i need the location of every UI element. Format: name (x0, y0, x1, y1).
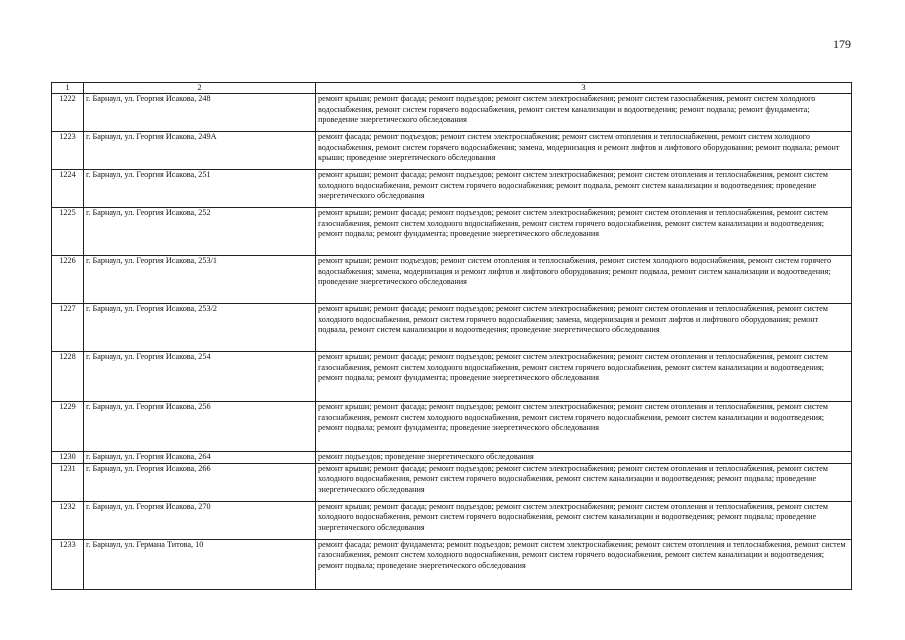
row-address: г. Барнаул, ул. Георгия Исакова, 248 (84, 94, 316, 132)
table-row (52, 402, 852, 452)
table-row (52, 94, 852, 132)
row-works: ремонт фасада; ремонт фундамента; ремонт подъездов; ремонт систем электроснабжения; ремонт систем отопления и теплоснабжения, ремонт систем газоснабжения, ремонт систем холодного водоснабжения, ремонт систем горячего водоснабжения, ремонт систем канализации и водоотведения; ремонт подвала; проведение энергетического обследования (316, 539, 852, 589)
table-header-row (52, 83, 852, 94)
row-number: 1233 (52, 539, 84, 589)
table-row (52, 539, 852, 589)
row-works: ремонт крыши; ремонт фасада; ремонт подъездов; ремонт систем электроснабжения; ремонт систем газоснабжения, ремонт систем холодного водоснабжения, ремонт систем горячего водоснабжения, ремонт систем канализации и водоотведения; ремонт подвала; ремонт фундамента; проведение энергетического обследования (316, 94, 852, 132)
table-row (52, 463, 852, 501)
row-address: г. Барнаул, ул. Георгия Исакова, 253/1 (84, 256, 316, 304)
row-address: г. Барнаул, ул. Германа Титова, 10 (84, 539, 316, 589)
table-row (52, 132, 852, 170)
row-number: 1226 (52, 256, 84, 304)
row-number: 1225 (52, 208, 84, 256)
column-header-number: 1 (52, 83, 84, 94)
table-row (52, 452, 852, 464)
row-works: ремонт крыши; ремонт фасада; ремонт подъездов; ремонт систем электроснабжения; ремонт систем отопления и теплоснабжения, ремонт систем газоснабжения, ремонт систем холодного водоснабжения, ремонт систем горячего водоснабжения, ремонт систем канализации и водоотведения; ремонт подвала; ремонт фундамента; проведение энергетического обследования (316, 402, 852, 452)
table-row (52, 501, 852, 539)
table-row (52, 256, 852, 304)
row-address: г. Барнаул, ул. Георгия Исакова, 252 (84, 208, 316, 256)
table-row (52, 304, 852, 352)
column-header-works: 3 (316, 83, 852, 94)
row-works: ремонт крыши; ремонт подъездов; ремонт систем отопления и теплоснабжения, ремонт систем холодного водоснабжения, ремонт систем горячего водоснабжения; замена, модернизация и ремонт лифтов и лифтового оборудования; ремонт подвала, ремонт систем канализации и водоотведения; проведение энергетического обследования (316, 256, 852, 304)
row-works: ремонт подъездов; проведение энергетического обследования (316, 452, 852, 464)
row-address: г. Барнаул, ул. Георгия Исакова, 251 (84, 170, 316, 208)
row-number: 1232 (52, 501, 84, 539)
row-number: 1224 (52, 170, 84, 208)
row-works: ремонт крыши; ремонт фасада; ремонт подъездов; ремонт систем электроснабжения; ремонт систем отопления и теплоснабжения, ремонт систем холодного водоснабжения, ремонт систем горячего водоснабжения; замена, модернизация и ремонт лифтов и лифтового оборудования; ремонт подвала, ремонт систем канализации и водоотведения; проведение энергетического обследования (316, 304, 852, 352)
row-number: 1228 (52, 352, 84, 402)
row-works: ремонт крыши; ремонт фасада; ремонт подъездов; ремонт систем электроснабжения; ремонт систем отопления и теплоснабжения, ремонт систем холодного водоснабжения, ремонт систем горячего водоснабжения, ремонт систем канализации и водоотведения; ремонт подвала; проведение энергетического обследования (316, 501, 852, 539)
row-number: 1231 (52, 463, 84, 501)
row-number: 1229 (52, 402, 84, 452)
row-number: 1223 (52, 132, 84, 170)
row-works: ремонт фасада; ремонт подъездов; ремонт систем электроснабжения; ремонт систем отопления и теплоснабжения, ремонт систем холодного водоснабжения, ремонт систем горячего водоснабжения; замена, модернизация и ремонт лифтов и лифтового оборудования; ремонт подвала; ремонт крыши; проведение энергетического обследования (316, 132, 852, 170)
page-number: 179 (833, 37, 851, 51)
row-address: г. Барнаул, ул. Георгия Исакова, 254 (84, 352, 316, 402)
row-works: ремонт крыши; ремонт фасада; ремонт подъездов; ремонт систем электроснабжения; ремонт систем отопления и теплоснабжения, ремонт систем холодного водоснабжения, ремонт систем горячего водоснабжения; ремонт подвала, ремонт систем канализации и водоотведения; проведение энергетического обследования (316, 170, 852, 208)
table-row (52, 170, 852, 208)
table-row (52, 352, 852, 402)
building-repair-table (51, 82, 852, 590)
row-works: ремонт крыши; ремонт фасада; ремонт подъездов; ремонт систем электроснабжения; ремонт систем отопления и теплоснабжения, ремонт систем газоснабжения, ремонт систем холодного водоснабжения, ремонт систем горячего водоснабжения, ремонт систем канализации и водоотведения; ремонт подвала; ремонт фундамента; проведение энергетического обследования (316, 208, 852, 256)
column-header-address: 2 (84, 83, 316, 94)
row-address: г. Барнаул, ул. Георгия Исакова, 253/2 (84, 304, 316, 352)
row-works: ремонт крыши; ремонт фасада; ремонт подъездов; ремонт систем электроснабжения; ремонт систем отопления и теплоснабжения, ремонт систем газоснабжения, ремонт систем холодного водоснабжения, ремонт систем горячего водоснабжения, ремонт систем канализации и водоотведения; ремонт подвала; ремонт фундамента; проведение энергетического обследования (316, 352, 852, 402)
row-number: 1227 (52, 304, 84, 352)
row-number: 1230 (52, 452, 84, 464)
row-address: г. Барнаул, ул. Георгия Исакова, 266 (84, 463, 316, 501)
row-address: г. Барнаул, ул. Георгия Исакова, 264 (84, 452, 316, 464)
row-address: г. Барнаул, ул. Георгия Исакова, 256 (84, 402, 316, 452)
table-row (52, 208, 852, 256)
row-number: 1222 (52, 94, 84, 132)
row-address: г. Барнаул, ул. Георгия Исакова, 249А (84, 132, 316, 170)
row-address: г. Барнаул, ул. Георгия Исакова, 270 (84, 501, 316, 539)
row-works: ремонт крыши; ремонт фасада; ремонт подъездов; ремонт систем электроснабжения; ремонт систем отопления и теплоснабжения, ремонт систем холодного водоснабжения, ремонт систем горячего водоснабжения, ремонт систем канализации и водоотведения; ремонт подвала; проведение энергетического обследования (316, 463, 852, 501)
